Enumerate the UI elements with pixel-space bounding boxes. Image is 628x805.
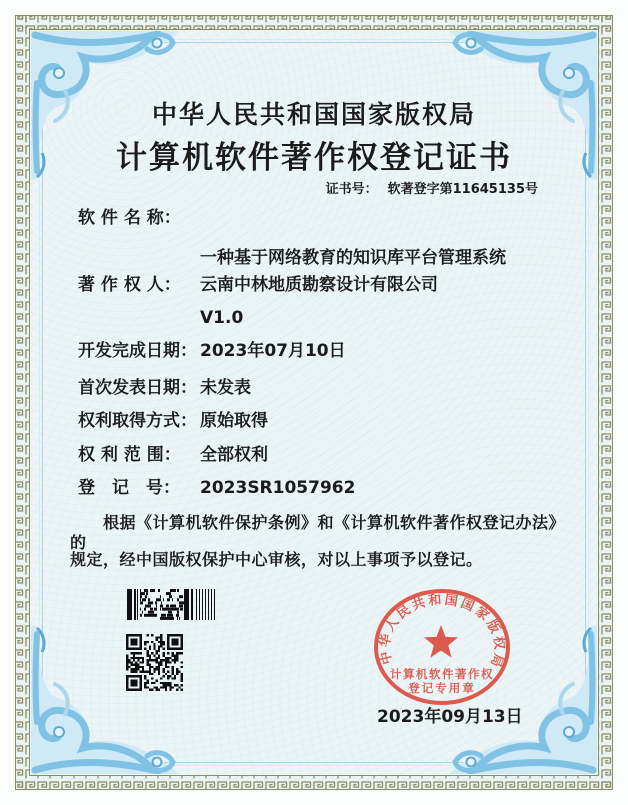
field-label: 著 作 权 人： [78, 275, 181, 295]
certificate-number [326, 178, 538, 197]
software-name-line1: 一种基于网络教育的知识库平台管理系统 [200, 248, 506, 268]
qr-code-icon [126, 634, 183, 691]
field-dev-completion-date [78, 341, 346, 361]
certificate-number-value: 软著登字第11645135号 [387, 182, 538, 197]
software-name-version: V1.0 [200, 308, 244, 328]
certificate-title: 计算机软件著作权登记证书 [116, 140, 512, 175]
stamp-text-line1: 计算机软件著作权 [390, 667, 494, 681]
field-label: 首次发表日期： [78, 378, 197, 398]
field-label: 登 记 号： [78, 478, 180, 498]
field-rights-scope [78, 445, 268, 465]
certificate-number-label: 证书号： [325, 182, 378, 197]
registration-statement-line1: 根据《计算机软件保护条例》和《计算机软件著作权登记办法》的 [70, 513, 558, 552]
field-value: 未发表 [200, 378, 251, 398]
field-label: 软 件 名 称： [78, 208, 181, 228]
field-label: 权 利 范 围： [78, 445, 181, 465]
official-seal-stamp [370, 586, 518, 712]
field-rights-acquisition-method [78, 411, 268, 431]
barcode [127, 589, 217, 620]
stamp-arc-text: 中华人民共和国国家版权局 [377, 592, 507, 672]
authority-title: 中华人民共和国国家版权局 [151, 102, 476, 129]
star-icon [424, 625, 458, 658]
issue-date: 2023年09月13日 [377, 707, 523, 727]
field-copyright-owner [78, 275, 438, 295]
field-registration-number [78, 478, 355, 498]
field-label: 权利取得方式： [78, 411, 197, 431]
registration-statement-line2: 规定，经中国版权保护中心审核，对以上事项予以登记。 [70, 550, 483, 569]
field-value: 2023SR1057962 [200, 478, 356, 498]
field-label: 开发完成日期： [78, 341, 197, 361]
field-value: 云南中林地质勘察设计有限公司 [200, 275, 438, 295]
stamp-text-line2: 登记专用章 [408, 681, 476, 695]
field-value: 全部权利 [200, 445, 268, 465]
field-first-publication-date [78, 378, 251, 398]
field-value: 原始取得 [200, 411, 268, 431]
field-value: 2023年07月10日 [200, 341, 346, 361]
